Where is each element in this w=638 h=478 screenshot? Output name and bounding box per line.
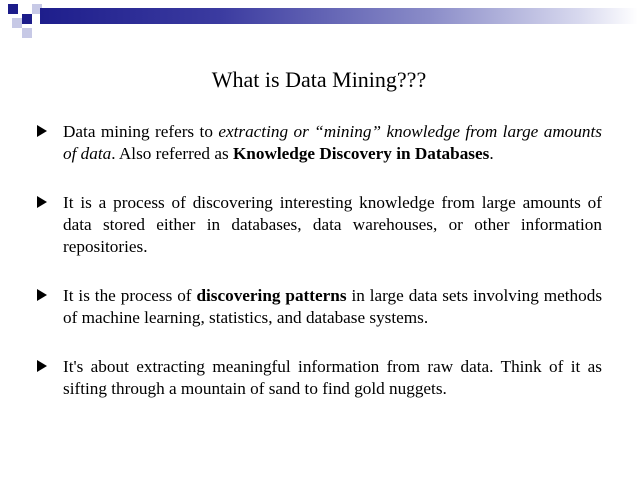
- decor-square: [22, 28, 32, 38]
- bullet-marker-icon: [37, 360, 47, 372]
- slide-title: What is Data Mining???: [211, 67, 427, 92]
- bullet-text: .: [489, 144, 494, 163]
- decor-square: [12, 18, 22, 28]
- bullet-text-bold: Knowledge Discovery in Databases: [232, 144, 490, 163]
- header-decoration: [0, 0, 638, 40]
- decor-square: [8, 4, 18, 14]
- bullet-item: [36, 285, 602, 329]
- bullet-item: [36, 121, 602, 165]
- bullet-text: It is the process of: [63, 286, 197, 305]
- bullet-text-bold: discovering patterns: [196, 286, 347, 305]
- bullet-marker-icon: [37, 125, 47, 137]
- bullet-item: [36, 192, 602, 258]
- bullet-text: Data mining refers to: [63, 122, 219, 141]
- bullet-text-italic: extracting or “mining” knowledge from large amounts of data: [63, 122, 602, 163]
- bullet-item: [36, 356, 602, 400]
- bullet-text: . Also referred as: [111, 144, 233, 163]
- bullet-text: It's about extracting meaningful information from raw data. Think of it as sifting through a mountain of sand to find gold nuggets.: [63, 357, 602, 398]
- decor-square: [22, 14, 32, 24]
- bullet-marker-icon: [37, 196, 47, 208]
- bullet-marker-icon: [37, 289, 47, 301]
- bullet-text: in large data sets involving methods of machine learning, statistics, and database systems.: [63, 286, 603, 327]
- bullet-text: It is a process of discovering interesting knowledge from large amounts of data stored either in databases, data warehouses, or other information repositories.: [63, 193, 602, 256]
- header-gradient-bar: [40, 8, 638, 24]
- bullet-list: [36, 121, 602, 400]
